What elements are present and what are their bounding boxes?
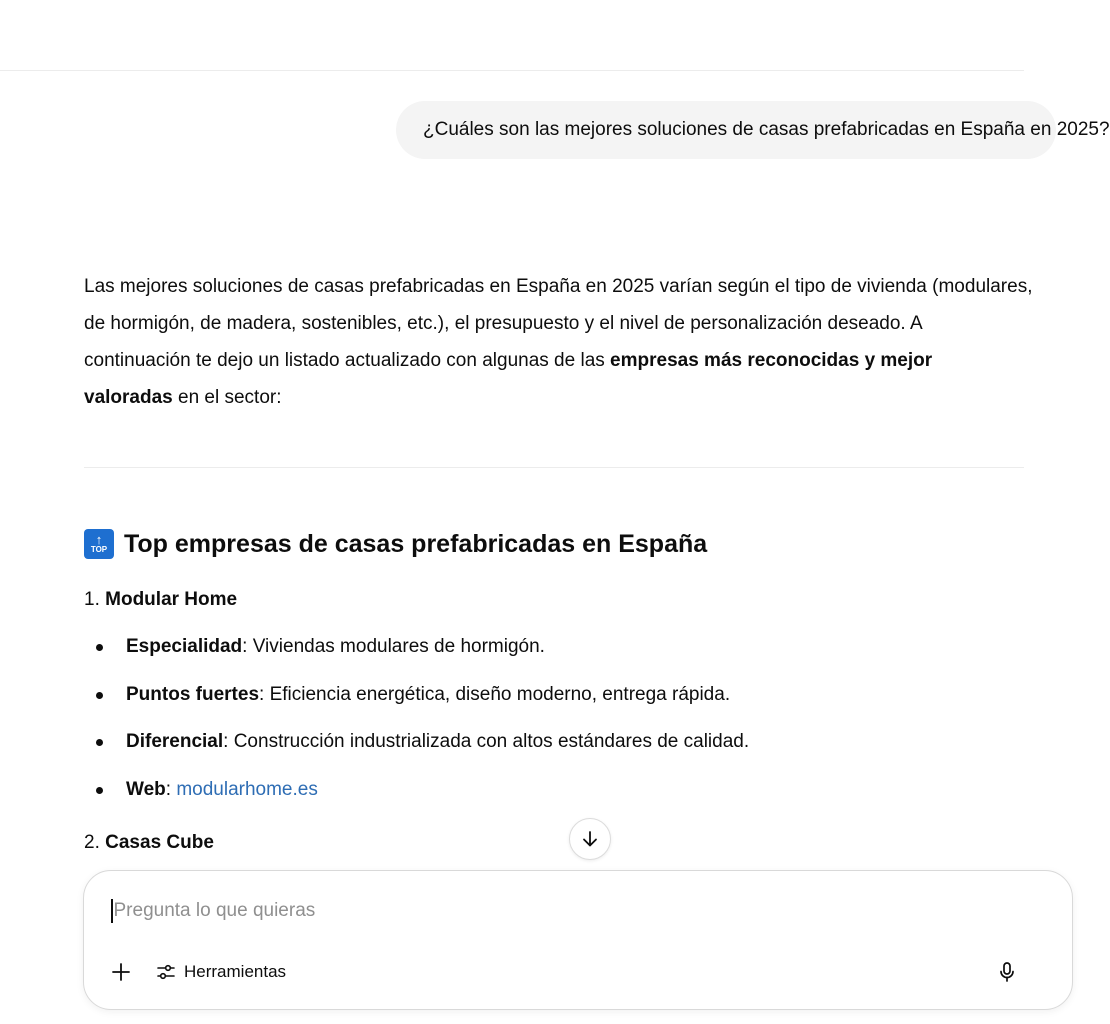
plus-icon <box>111 962 131 982</box>
sliders-icon <box>156 962 176 982</box>
list-item <box>84 627 749 675</box>
user-message-bubble <box>396 101 1110 159</box>
company-title-2 <box>84 832 214 854</box>
detail-text: : Eficiencia energética, diseño moderno, entrega rápida. <box>259 683 731 705</box>
prompt-input[interactable] <box>111 899 315 923</box>
text-caret <box>111 899 113 923</box>
section-heading <box>84 526 707 562</box>
company-name: Casas Cube <box>105 832 214 853</box>
intro-line-4-text: en el sector: <box>172 387 282 408</box>
arrow-down-icon <box>580 829 600 849</box>
detail-text: : <box>165 778 177 800</box>
add-button[interactable] <box>106 955 136 989</box>
section-heading-title: Top empresas de casas prefabricadas en España <box>124 529 708 558</box>
top-arrow-icon: ↑ TOP <box>84 529 114 559</box>
tools-label: Herramientas <box>184 962 287 981</box>
microphone-icon <box>997 961 1017 983</box>
detail-label: Puntos fuertes <box>126 683 260 705</box>
detail-text: : Viviendas modulares de hormigón. <box>242 636 545 657</box>
website-link[interactable]: modularhome.es <box>176 778 318 800</box>
intro-line-3-text: continuación te dejo un listado actualizado con algunas de las <box>84 350 611 371</box>
tools-button[interactable] <box>156 957 286 987</box>
company-details-list <box>84 627 749 817</box>
intro-bold-1: empresas más reconocidas y mejor <box>610 350 933 371</box>
top-bar <box>0 0 1024 71</box>
detail-label: Web <box>126 778 166 800</box>
list-item <box>84 722 749 770</box>
message-composer <box>83 870 1073 1010</box>
company-number: 1. <box>84 589 100 610</box>
scroll-down-button[interactable] <box>569 818 611 860</box>
top-icon-label: TOP <box>90 545 108 554</box>
intro-line-3 <box>84 342 1044 379</box>
assistant-answer <box>84 268 1044 416</box>
intro-line-4 <box>84 379 1044 416</box>
prompt-placeholder: Pregunta lo que quieras <box>113 900 316 921</box>
company-name: Modular Home <box>105 589 238 610</box>
intro-line-1: Las mejores soluciones de casas prefabricadas en España en 2025 varían según el tipo de vivienda (modulares, <box>84 276 1033 297</box>
intro-line-2: de hormigón, de madera, sostenibles, etc.), el presupuesto y el nivel de personalización deseado. A <box>84 313 923 334</box>
company-number: 2. <box>84 832 100 853</box>
microphone-button[interactable] <box>992 957 1022 987</box>
divider <box>84 467 1024 468</box>
detail-text: : Construcción industrializada con altos estándares de calidad. <box>223 731 750 752</box>
user-message-text: ¿Cuáles son las mejores soluciones de casas prefabricadas en España en 2025? <box>423 119 1110 140</box>
detail-label: Especialidad <box>126 636 243 657</box>
list-item <box>84 770 749 818</box>
company-title-1 <box>84 589 237 611</box>
list-item <box>84 675 749 723</box>
detail-label: Diferencial <box>126 731 224 752</box>
intro-bold-2: valoradas <box>84 387 173 408</box>
